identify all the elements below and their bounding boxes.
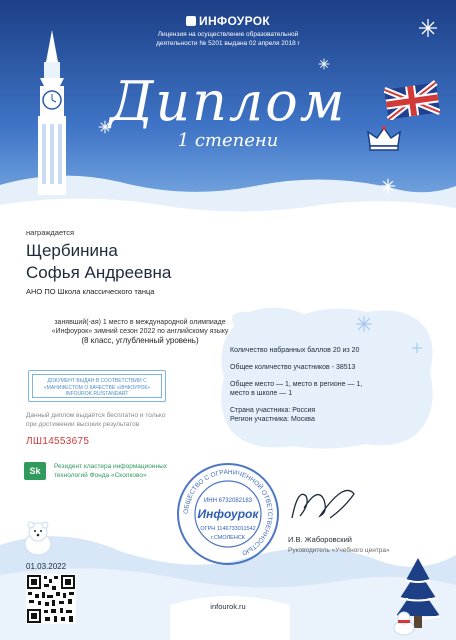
license-line-1: Лицензия на осуществление образовательной bbox=[157, 31, 299, 38]
free-diploma-note bbox=[26, 412, 165, 429]
seal-ring-text: ОБЩЕСТВО С ОГРАНИЧЕННОЙ ОТВЕТСТВЕННОСТЬЮ bbox=[182, 468, 274, 557]
license-text bbox=[0, 31, 456, 48]
recipient-name bbox=[26, 240, 171, 284]
achievement-line-1: занявший(-ая) 1 место в международной олимпиаде bbox=[54, 319, 226, 326]
snowflake-icon bbox=[318, 58, 330, 70]
seal-center: Инфоурок bbox=[197, 507, 259, 521]
skolkovo-logo bbox=[24, 462, 46, 480]
skolkovo-resident-text bbox=[54, 463, 167, 480]
skolkovo-line-1: Резидент кластера информационных bbox=[54, 463, 167, 470]
stats-region: Регион участника: Москва bbox=[230, 416, 315, 423]
seal-city: г.СМОЛЕНСК bbox=[211, 535, 245, 541]
snowflake-icon bbox=[380, 178, 396, 194]
diploma-degree: 1 степени bbox=[177, 130, 279, 151]
christmas-tree-icon bbox=[392, 556, 444, 636]
issue-date: 01.03.2022 bbox=[26, 562, 67, 571]
diploma-code: ЛШ14553675 bbox=[26, 436, 90, 447]
note-line-2: при достижении высоких результатов bbox=[26, 420, 140, 428]
license-line-2: деятельности № 5201 выдана 02 апреля 2018 г bbox=[156, 39, 300, 47]
stamp-line-2: «МАНИФЕСТОМ О КАЧЕСТВЕ «ИНФОУРОК» bbox=[43, 384, 151, 391]
stats-country: Страна участника: Россия bbox=[230, 407, 316, 414]
site-url: infourok.ru bbox=[210, 602, 246, 611]
signatory-name: И.В. Жаборовский bbox=[288, 535, 352, 544]
quality-manifest-stamp bbox=[28, 370, 166, 402]
note-line-1: Данный диплом выдаётся бесплатно и только bbox=[26, 412, 166, 419]
stats-participants: Общее количество участников - 38513 bbox=[230, 364, 356, 371]
achievement-line-2: «Инфоурок» зимний сезон 2022 по английскому языку bbox=[51, 328, 229, 335]
seal-ogrn: ОГРН 1146733011542 bbox=[200, 526, 256, 532]
company-seal bbox=[176, 462, 280, 566]
recipient-school: АНО ПО Школа классического танца bbox=[26, 287, 155, 296]
stats-text bbox=[230, 346, 362, 424]
brand-name: ИНФОУРОК bbox=[199, 14, 270, 28]
recipient-last-name: Щербинина bbox=[26, 241, 118, 260]
stats-place-line-1: Общее место — 1, место в регионе — 1, bbox=[230, 381, 363, 388]
signatory-role: Руководитель «Учебного центра» bbox=[288, 547, 390, 554]
skolkovo-logo-text: Sk bbox=[29, 466, 41, 476]
brand-logo bbox=[0, 14, 456, 28]
signature-graphic bbox=[284, 478, 360, 530]
achievement-line-3: (8 класс, углубленный уровень) bbox=[81, 336, 199, 345]
diploma-title: Диплом bbox=[109, 70, 347, 133]
stats-place-line-2: место в школе — 1 bbox=[230, 390, 293, 397]
stamp-line-3: INFOUROK.RU/STANDART bbox=[65, 391, 129, 397]
stamp-line-1: ДОКУМЕНТ ВЫДАН В СООТВЕТСТВИИ С bbox=[47, 378, 147, 384]
qr-code-icon bbox=[26, 574, 76, 624]
recipient-first-names: Софья Андреевна bbox=[26, 263, 172, 282]
polar-bear-icon bbox=[18, 518, 58, 558]
seal-inn: ИНН 6732082183 bbox=[203, 498, 253, 504]
stats-score: Количество набранных баллов 20 из 20 bbox=[230, 347, 360, 354]
awarded-label: награждается bbox=[26, 228, 75, 237]
skolkovo-line-2: технологий Фонда «Сколково» bbox=[54, 471, 147, 479]
